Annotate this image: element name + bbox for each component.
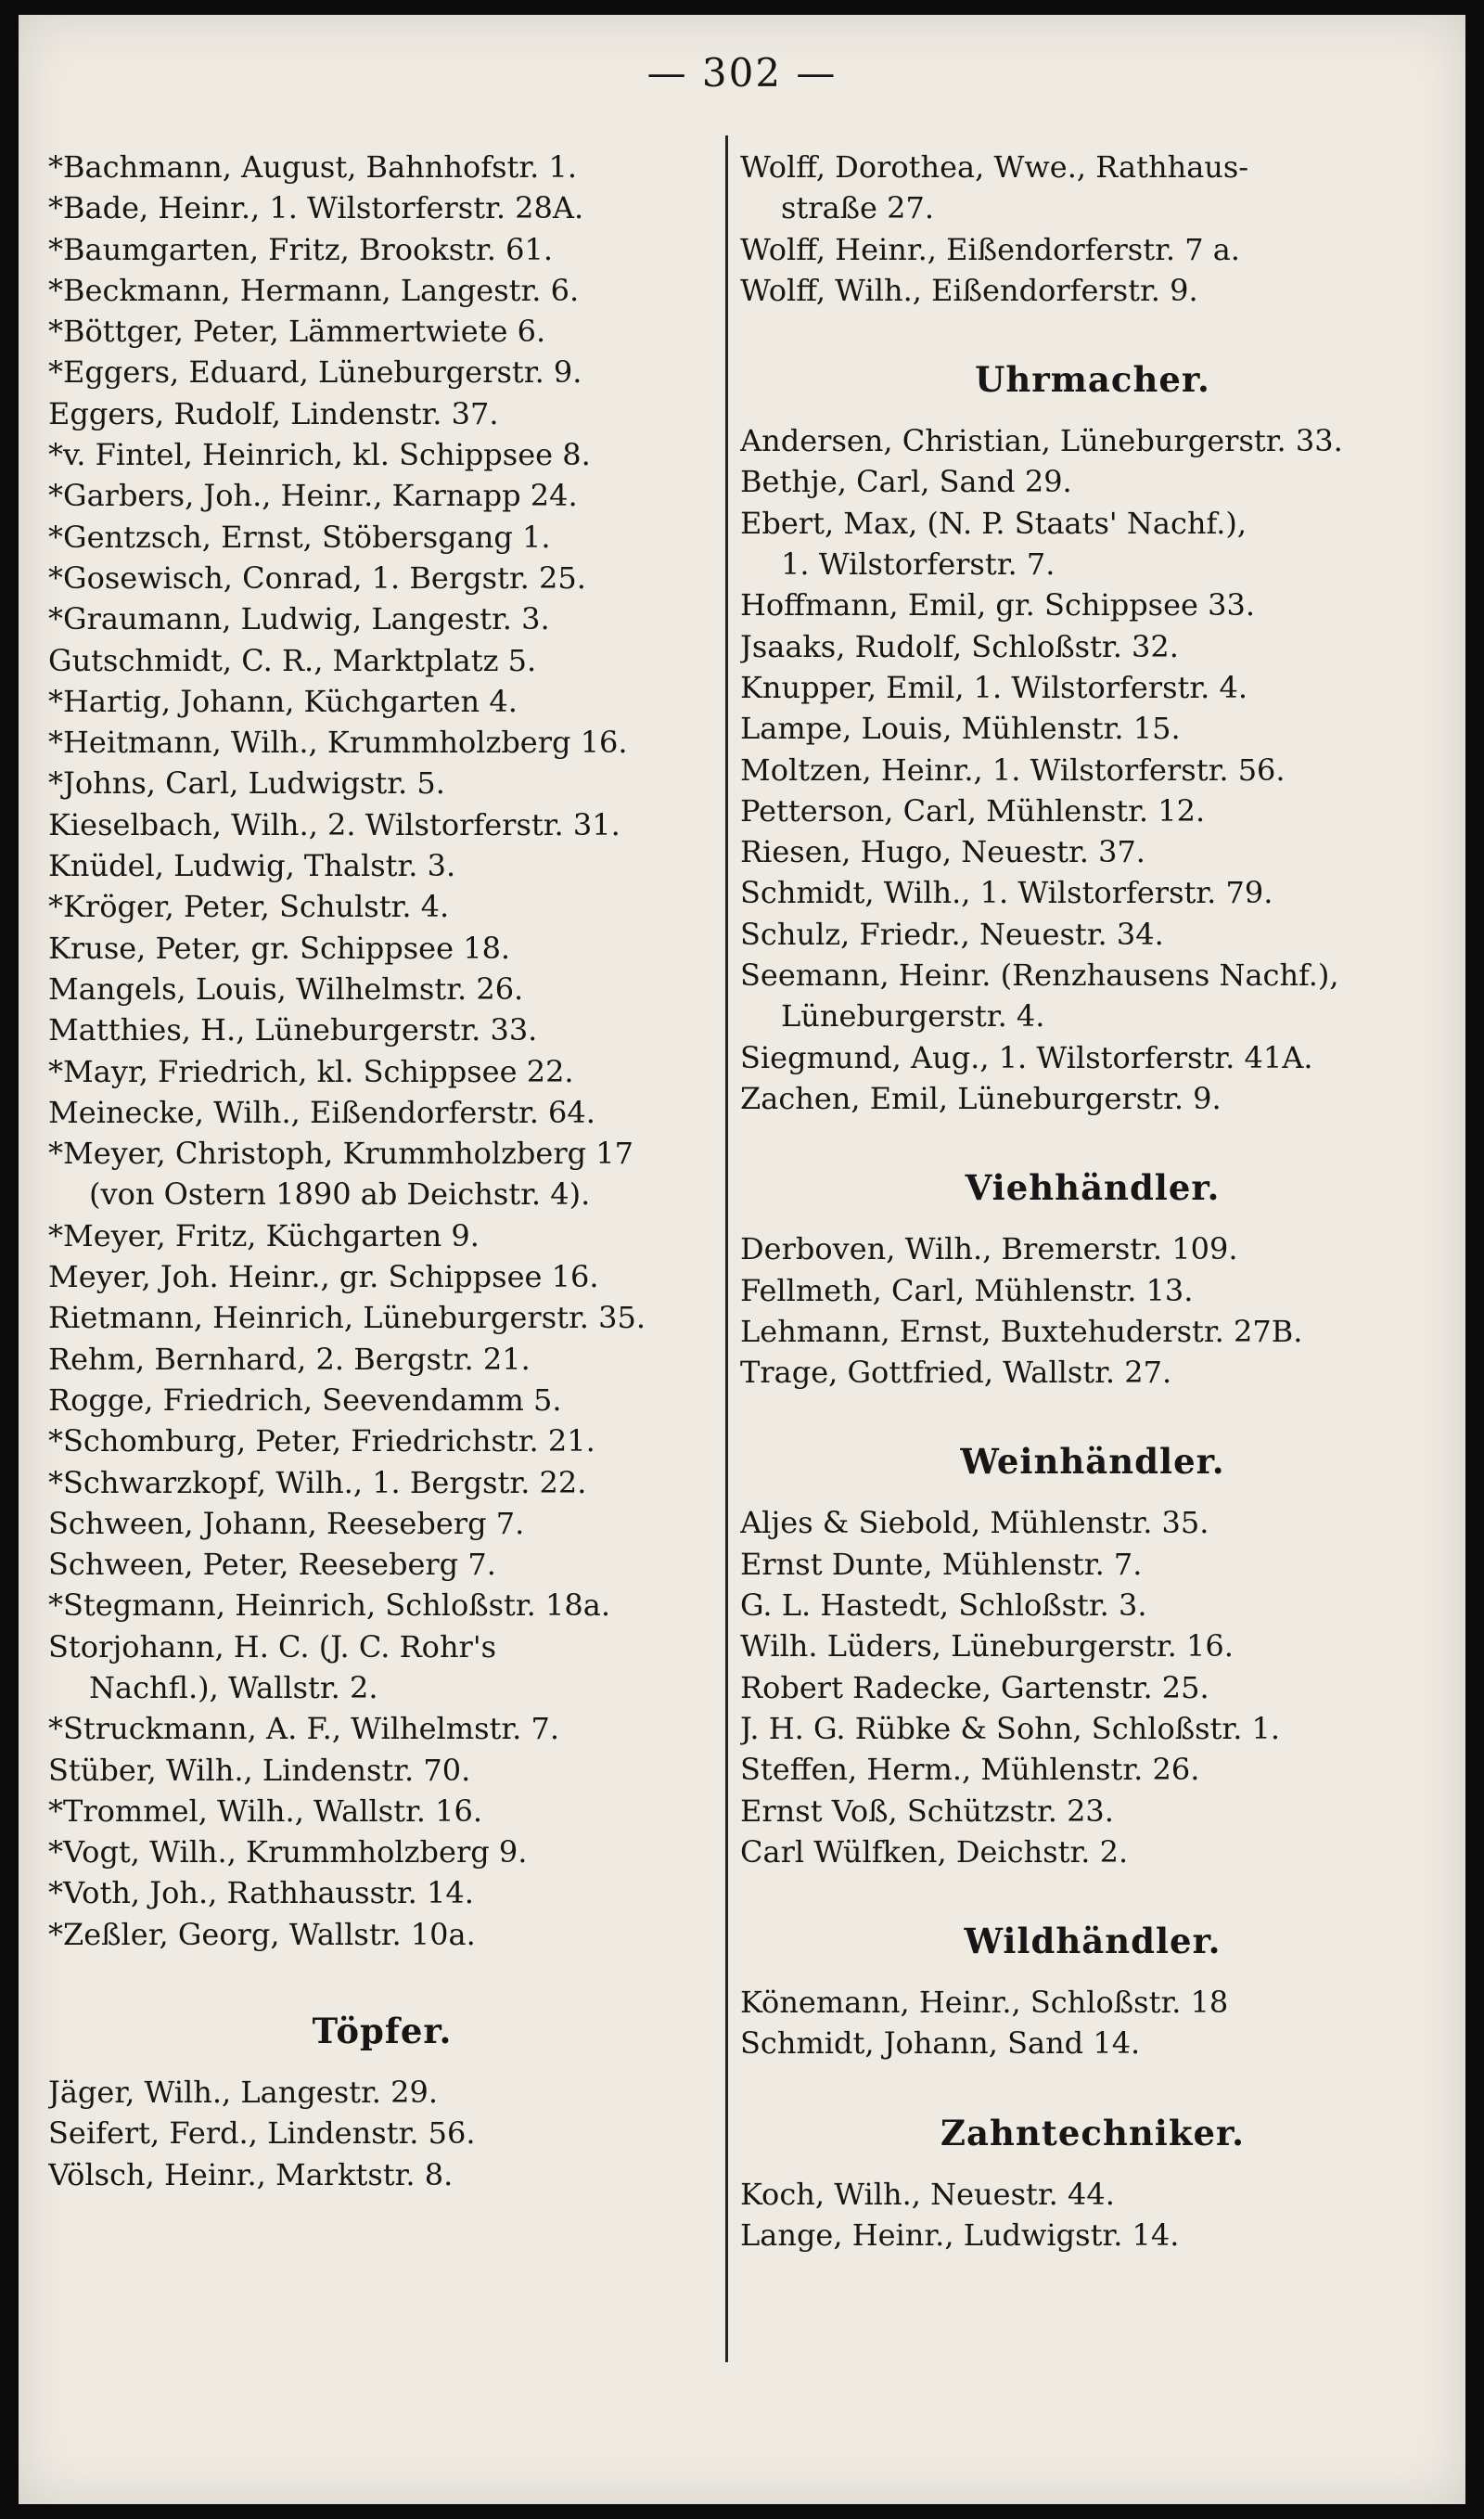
directory-entry: Schween, Johann, Reeseberg 7. [48, 1505, 525, 1541]
section-heading-toepfer: Töpfer. [312, 2011, 453, 2052]
directory-entry: Kieselbach, Wilh., 2. Wilstorferstr. 31. [48, 806, 620, 842]
directory-entry: *Vogt, Wilh., Krummholzberg 9. [48, 1834, 528, 1870]
directory-page [19, 15, 1465, 2504]
spacer [740, 1393, 1445, 1441]
directory-entry-continuation: (von Ostern 1890 ab Deichstr. 4). [89, 1176, 591, 1213]
directory-entry: Lampe, Louis, Mühlenstr. 15. [740, 711, 1181, 747]
directory-entry: Ernst Dunte, Mühlenstr. 7. [740, 1546, 1143, 1582]
directory-entry: *Bachmann, August, Bahnhofstr. 1. [48, 149, 578, 185]
directory-entry: Völsch, Heinr., Marktstr. 8. [48, 2156, 454, 2192]
directory-entry-continuation: straße 27. [781, 190, 935, 226]
directory-entry: *Bade, Heinr., 1. Wilstorferstr. 28A. [48, 190, 584, 226]
spacer [740, 1119, 1445, 1167]
directory-entry: *Zeßler, Georg, Wallstr. 10a. [48, 1916, 476, 1952]
directory-entry: Matthies, H., Lüneburgerstr. 33. [48, 1012, 538, 1048]
directory-entry: Schmidt, Wilh., 1. Wilstorferstr. 79. [740, 875, 1273, 911]
directory-entry: Meyer, Joh. Heinr., gr. Schippsee 16. [48, 1259, 599, 1295]
directory-entry: *Beckmann, Hermann, Langestr. 6. [48, 272, 580, 308]
spacer [740, 1961, 1445, 1982]
directory-entry: Fellmeth, Carl, Mühlenstr. 13. [740, 1272, 1194, 1308]
directory-entry: Koch, Wilh., Neuestr. 44. [740, 2176, 1115, 2212]
directory-entry: *Schwarzkopf, Wilh., 1. Bergstr. 22. [48, 1464, 587, 1500]
directory-entry: Ernst Voß, Schützstr. 23. [740, 1793, 1114, 1829]
directory-entry: Jäger, Wilh., Langestr. 29. [48, 2075, 439, 2111]
section-heading-weinhaendler: Weinhändler. [960, 1441, 1225, 1483]
directory-entry: Storjohann, H. C. (J. C. Rohr's [48, 1628, 497, 1664]
directory-entry: Rietmann, Heinrich, Lüneburgerstr. 35. [48, 1300, 646, 1336]
spacer [740, 400, 1445, 420]
directory-entry: *Meyer, Fritz, Küchgarten 9. [48, 1217, 480, 1253]
directory-entry: *Kröger, Peter, Schulstr. 4. [48, 889, 450, 925]
directory-entry: *Trommel, Wilh., Wallstr. 16. [48, 1793, 482, 1829]
directory-entry: Siegmund, Aug., 1. Wilstorferstr. 41A. [740, 1039, 1313, 1075]
directory-entry: Kruse, Peter, gr. Schippsee 18. [48, 930, 511, 966]
directory-entry: Trage, Gottfried, Wallstr. 27. [740, 1355, 1172, 1391]
directory-entry: *Voth, Joh., Rathhausstr. 14. [48, 1875, 474, 1911]
spacer [48, 1955, 716, 2011]
directory-entry: Carl Wülfken, Deichstr. 2. [740, 1833, 1129, 1870]
directory-entry: Bethje, Carl, Sand 29. [740, 464, 1072, 500]
spacer [740, 2064, 1445, 2113]
right-column [740, 147, 1445, 2256]
directory-entry: *Graumann, Ludwig, Langestr. 3. [48, 601, 550, 637]
directory-entry: *Eggers, Eduard, Lüneburgerstr. 9. [48, 354, 582, 391]
spacer [740, 311, 1445, 359]
directory-entry: *Mayr, Friedrich, kl. Schippsee 22. [48, 1053, 574, 1089]
directory-entry: Schween, Peter, Reeseberg 7. [48, 1547, 496, 1583]
spacer [740, 1872, 1445, 1921]
directory-entry: Könemann, Heinr., Schloßstr. 18 [740, 1985, 1229, 2021]
section-heading-uhrmacher: Uhrmacher. [975, 359, 1210, 401]
directory-entry: Wilh. Lüders, Lüneburgerstr. 16. [740, 1628, 1234, 1664]
directory-entry: Steffen, Herm., Mühlenstr. 26. [740, 1752, 1200, 1788]
spacer [740, 2153, 1445, 2174]
directory-entry: Mangels, Louis, Wilhelmstr. 26. [48, 970, 524, 1007]
directory-entry: *v. Fintel, Heinrich, kl. Schippsee 8. [48, 437, 591, 473]
page-number: — 302 — [646, 50, 838, 96]
directory-entry: *Struckmann, A. F., Wilhelmstr. 7. [48, 1711, 560, 1747]
directory-entry: Hoffmann, Emil, gr. Schippsee 33. [740, 587, 1256, 623]
directory-entry: Jsaaks, Rudolf, Schloßstr. 32. [740, 628, 1179, 664]
section-heading-zahntechniker: Zahntechniker. [940, 2112, 1245, 2153]
directory-entry: Derboven, Wilh., Bremerstr. 109. [740, 1231, 1238, 1267]
left-column [48, 147, 716, 2195]
section-heading-viehhaendler: Viehhändler. [965, 1167, 1221, 1209]
directory-entry: Gutschmidt, C. R., Marktplatz 5. [48, 642, 537, 678]
directory-entry: Lehmann, Ernst, Buxtehuderstr. 27B. [740, 1313, 1303, 1349]
directory-entry: Zachen, Emil, Lüneburgerstr. 9. [740, 1080, 1222, 1116]
directory-entry: Robert Radecke, Gartenstr. 25. [740, 1669, 1209, 1705]
section-heading-wildhaendler: Wildhändler. [964, 1921, 1222, 1962]
directory-entry: Knüdel, Ludwig, Thalstr. 3. [48, 848, 456, 884]
directory-entry: J. H. G. Rübke & Sohn, Schloßstr. 1. [740, 1710, 1281, 1746]
directory-entry: Wolff, Wilh., Eißendorferstr. 9. [740, 272, 1198, 308]
directory-entry: *Böttger, Peter, Lämmertwiete 6. [48, 314, 546, 350]
spacer [740, 1482, 1445, 1502]
directory-entry: Wolff, Heinr., Eißendorferstr. 7 a. [740, 231, 1240, 267]
directory-entry-continuation: 1. Wilstorferstr. 7. [781, 546, 1055, 583]
directory-entry: Eggers, Rudolf, Lindenstr. 37. [48, 395, 499, 431]
directory-entry: Schmidt, Johann, Sand 14. [740, 2025, 1141, 2062]
directory-entry: Wolff, Dorothea, Wwe., Rathhaus- [740, 149, 1249, 185]
directory-entry: *Baumgarten, Fritz, Brookstr. 61. [48, 231, 553, 267]
directory-entry: Rogge, Friedrich, Seevendamm 5. [48, 1382, 562, 1418]
directory-entry-continuation: Lüneburgerstr. 4. [781, 998, 1045, 1035]
directory-entry-continuation: Nachfl.), Wallstr. 2. [89, 1669, 378, 1705]
directory-entry: *Heitmann, Wilh., Krummholzberg 16. [48, 725, 628, 761]
directory-entry: Moltzen, Heinr., 1. Wilstorferstr. 56. [740, 752, 1286, 788]
column-divider [725, 135, 728, 2362]
directory-entry: *Hartig, Johann, Küchgarten 4. [48, 683, 518, 719]
spacer [740, 1208, 1445, 1228]
directory-entry: Knupper, Emil, 1. Wilstorferstr. 4. [740, 669, 1248, 705]
directory-entry: *Gosewisch, Conrad, 1. Bergstr. 25. [48, 559, 586, 596]
directory-entry: Stüber, Wilh., Lindenstr. 70. [48, 1752, 471, 1788]
directory-entry: Aljes & Siebold, Mühlenstr. 35. [740, 1505, 1209, 1541]
directory-entry: *Gentzsch, Ernst, Stöbersgang 1. [48, 519, 551, 555]
directory-entry: Ebert, Max, (N. P. Staats' Nachf.), [740, 505, 1247, 541]
directory-entry: *Meyer, Christoph, Krummholzberg 17 [48, 1136, 634, 1172]
directory-entry: Meinecke, Wilh., Eißendorferstr. 64. [48, 1094, 595, 1130]
directory-entry: *Johns, Carl, Ludwigstr. 5. [48, 765, 445, 802]
directory-entry: Seemann, Heinr. (Renzhausens Nachf.), [740, 957, 1339, 994]
spacer [48, 2051, 716, 2072]
directory-entry: Rehm, Bernhard, 2. Bergstr. 21. [48, 1341, 531, 1377]
directory-entry: Riesen, Hugo, Neuestr. 37. [740, 834, 1145, 870]
directory-entry: G. L. Hastedt, Schloßstr. 3. [740, 1587, 1147, 1624]
directory-entry: Schulz, Friedr., Neuestr. 34. [740, 916, 1164, 952]
directory-entry: Andersen, Christian, Lüneburgerstr. 33. [740, 423, 1343, 459]
directory-entry: *Schomburg, Peter, Friedrichstr. 21. [48, 1423, 595, 1459]
directory-entry: *Garbers, Joh., Heinr., Karnapp 24. [48, 478, 578, 514]
directory-entry: Lange, Heinr., Ludwigstr. 14. [740, 2217, 1180, 2253]
directory-entry: Seifert, Ferd., Lindenstr. 56. [48, 2115, 476, 2152]
directory-entry: Petterson, Carl, Mühlenstr. 12. [740, 792, 1206, 829]
directory-entry: *Stegmann, Heinrich, Schloßstr. 18a. [48, 1587, 610, 1624]
